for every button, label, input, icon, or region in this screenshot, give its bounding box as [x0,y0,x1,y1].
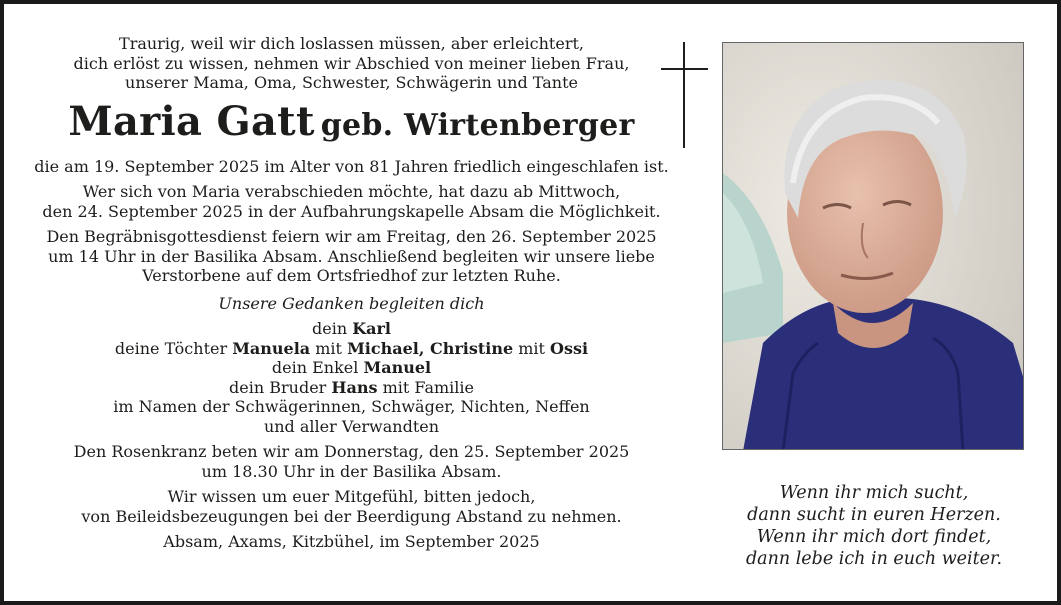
mourner-line: dein Enkel Manuel [271,358,432,377]
funeral-info [24,227,679,286]
mourners-list [24,319,679,436]
poem-line: Wenn ihr mich sucht, [779,483,969,503]
funeral-line: um 14 Uhr in der Basilika Absam. Anschließend begleiten wir unsere liebe [48,246,655,266]
intro-line: Traurig, weil wir dich loslassen müssen, aber erleichtert, [119,34,584,53]
poem [714,482,1034,570]
death-notice: die am 19. September 2025 im Alter von 81 Jahren friedlich eingeschlafen ist. [34,156,669,176]
intro-line: dich erlöst zu wissen, nehmen wir Abschied von meiner lieben Frau, [73,53,630,73]
poem-line: dann lebe ich in euch weiter. [745,549,1003,569]
mourner-line: im Namen der Schwägerinnen, Schwäger, Nichten, Neffen [113,397,590,416]
funeral-line: Verstorbene auf dem Ortsfriedhof zur letzten Ruhe. [142,266,561,285]
mourner-line: dein Karl [312,319,391,338]
place-date: Absam, Axams, Kitzbühel, im September 2025 [163,532,540,551]
condolence-info [24,487,679,526]
mourner-line: deine Töchter Manuela mit Michael, Christine mit Ossi [114,338,589,358]
mourner-line: dein Bruder Hans mit Familie [229,377,474,397]
viewing-line: Wer sich von Maria verabschieden möchte, hat dazu ab Mittwoch, [82,182,621,201]
portrait-photo [722,42,1024,450]
poem-line: Wenn ihr mich dort findet, [756,527,992,547]
mourner-line: und aller Verwandten [263,416,440,436]
obituary-text [24,34,679,552]
intro-line: unserer Mama, Oma, Schwester, Schwägerin und Tante [125,73,578,92]
rosary-info [24,442,679,481]
condolence-line: Wir wissen um euer Mitgefühl, bitten jedoch, [167,487,536,506]
maiden-name: geb. Wirtenberger [320,107,635,143]
rosary-line: Den Rosenkranz beten wir am Donnerstag, den 25. September 2025 [73,442,630,461]
deceased-name: Maria Gatt [68,97,315,145]
condolence-line: von Beileidsbezeugungen bei der Beerdigung Abstand zu nehmen. [81,506,622,526]
deceased-name-line [24,97,679,151]
intro-text [24,34,679,93]
thoughts-line: Unsere Gedanken begleiten dich [218,293,485,313]
poem-line: dann sucht in euren Herzen. [747,505,1001,525]
viewing-info [24,182,679,221]
cross-icon [661,42,708,148]
funeral-line: Den Begräbnisgottesdienst feiern wir am Freitag, den 26. September 2025 [46,227,657,246]
rosary-line: um 18.30 Uhr in der Basilika Absam. [201,461,502,481]
viewing-line: den 24. September 2025 in der Aufbahrungskapelle Absam die Möglichkeit. [42,201,661,221]
portrait-illustration [723,43,1024,450]
